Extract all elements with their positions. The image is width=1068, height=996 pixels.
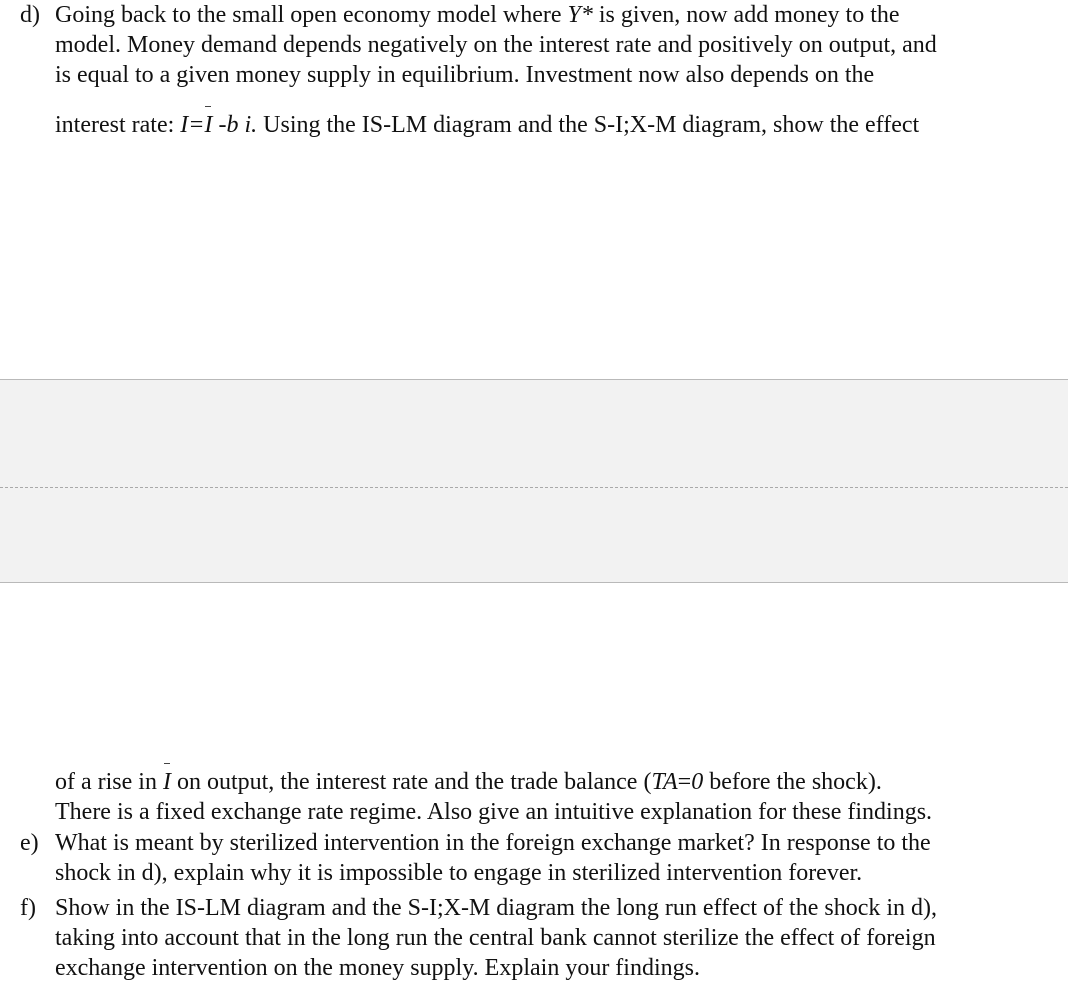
answer-area-dashed-divider [0,487,1068,488]
answer-area-top-rule [0,379,1068,380]
investment-equation-rhs: -b i. [212,112,258,138]
question-e-line-1: What is meant by sterilized intervention in the foreign exchange market? In response to the [55,830,931,856]
question-d-line-4: interest rate: I=I -b i. Using the IS-LM diagram and the S-I;X-M diagram, show the effect [55,112,920,138]
y-star-symbol: Y* [567,2,593,28]
trade-balance-zero: 0 [691,769,704,795]
question-d-line-5: of a rise in I on output, the interest rate and the trade balance (TA=0 before the shock). [55,769,882,795]
question-f-line-2: taking into account that in the long run the central bank cannot sterilize the effect of foreign [55,925,936,951]
question-d-line-3: is equal to a given money supply in equilibrium. Investment now also depends on the [55,62,875,88]
question-f-line-3: exchange intervention on the money supply. Explain your findings. [55,955,700,981]
question-e-line-2: shock in d), explain why it is impossible to engage in sterilized intervention forever. [55,860,863,886]
question-d-marker: d) [20,2,40,28]
investment-equation-lhs: I= [180,112,205,138]
question-d-line-2: model. Money demand depends negatively on the interest rate and positively on output, and [55,32,937,58]
i-bar-symbol: I [204,112,213,138]
question-f-marker: f) [20,895,36,921]
answer-area [0,379,1068,583]
question-f-line-1: Show in the IS-LM diagram and the S-I;X-M diagram the long run effect of the shock in d), [55,895,938,921]
question-d-line-6: There is a fixed exchange rate regime. Also give an intuitive explanation for these findings. [55,799,933,825]
trade-balance-symbol: TA [651,769,678,795]
question-e-marker: e) [20,830,39,856]
answer-area-bottom-rule [0,582,1068,583]
i-bar-symbol: I [162,769,171,795]
question-d-line-1: Going back to the small open economy model where Y* is given, now add money to the [55,2,900,28]
